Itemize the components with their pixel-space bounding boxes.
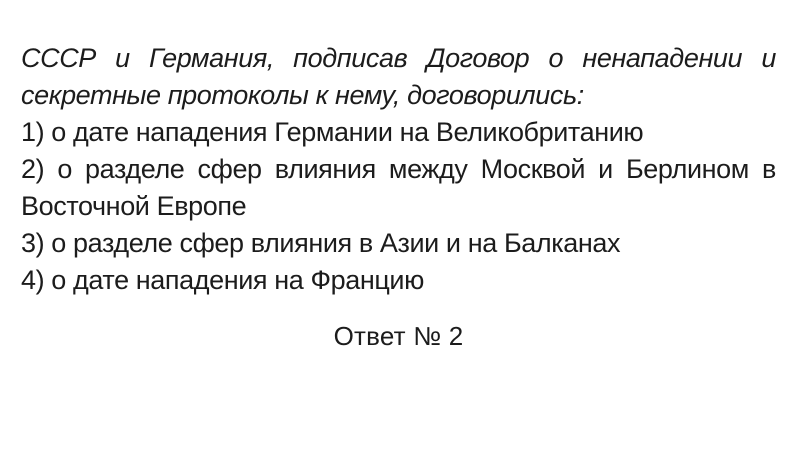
question-block (21, 40, 776, 299)
answer-option-3: 3) о разделе сфер влияния в Азии и на Балканах (21, 228, 621, 258)
answer-option-4: 4) о дате нападения на Францию (21, 265, 424, 295)
answer-option-2: 2) о разделе сфер влияния между Москвой и Берлином в Восточной Европе (21, 154, 776, 221)
question-intro-text: СССР и Германия, подписав Договор о ненападении и секретные протоколы к нему, договорились: (21, 43, 776, 110)
answer-label: Ответ № 2 (333, 321, 464, 351)
answer-option-1: 1) о дате нападения Германии на Великобританию (21, 117, 644, 147)
